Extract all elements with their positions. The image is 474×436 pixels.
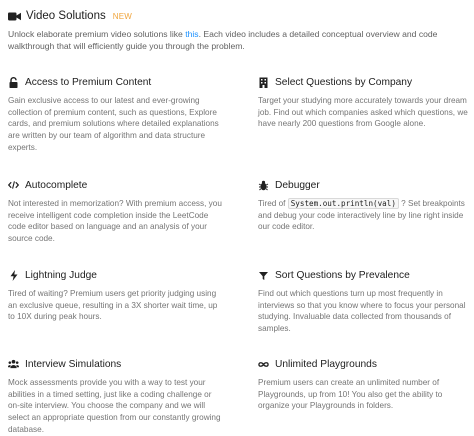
- feature-title: Select Questions by Company: [275, 76, 413, 88]
- feature-debugger: [258, 178, 474, 233]
- feature-description: Target your studying more accurately towards your dream job. Find out which companies asked which questions, we have nearly 200 questions from Google alone.: [258, 96, 468, 129]
- feature-title-row: [258, 178, 474, 192]
- video-camera-icon: [8, 10, 21, 23]
- feature-title-row: [258, 357, 474, 371]
- code-snippet: System.out.println(val): [288, 198, 399, 209]
- feature-title: Interview Simulations: [25, 358, 122, 370]
- desc-text-before: Tired of: [258, 199, 288, 208]
- video-solutions-description: [8, 28, 468, 52]
- feature-premium-content: [8, 75, 224, 154]
- feature-autocomplete: [8, 178, 224, 245]
- video-solutions-section: [8, 8, 468, 52]
- this-link[interactable]: this: [185, 29, 199, 39]
- desc-text-after: ? Set breakpoints and debug your code interactively line by line right inside our code editor.: [258, 199, 465, 232]
- feature-unlimited-playgrounds: [258, 357, 474, 412]
- feature-description: Not interested in memorization? With premium access, you receive intelligent code completion inside the LeetCode code editor based on language and an analysis of your source code.: [8, 199, 222, 244]
- feature-description: Tired of waiting? Premium users get priority judging using an exclusive queue, resulting in a 3X shorter wait time, up to 10X during peak hours.: [8, 289, 218, 322]
- video-solutions-title: Video Solutions: [26, 10, 106, 22]
- feature-title: Access to Premium Content: [25, 76, 152, 88]
- feature-title: Autocomplete: [25, 179, 88, 191]
- feature-title-row: [258, 75, 474, 89]
- feature-title-row: [8, 178, 224, 192]
- feature-title-row: [8, 268, 224, 282]
- lock-icon: [8, 77, 19, 88]
- infinity-icon: [258, 359, 269, 370]
- feature-lightning-judge: [8, 268, 224, 323]
- feature-title: Debugger: [275, 179, 320, 191]
- feature-questions-by-company: [258, 75, 474, 130]
- feature-sort-by-prevalence: [258, 268, 474, 335]
- feature-title: Sort Questions by Prevalence: [275, 269, 410, 281]
- feature-description: Gain exclusive access to our latest and ever-growing collection of premium content, such as questions, Explore cards, and premium solutions where detailed explanations are written by our team of algorithm and data structure experts.: [8, 96, 219, 152]
- new-badge: NEW: [112, 11, 132, 21]
- feature-title-row: [258, 268, 474, 282]
- feature-title: Lightning Judge: [25, 269, 97, 281]
- feature-description: [258, 198, 474, 233]
- feature-interview-simulations: [8, 357, 224, 436]
- feature-title-row: [8, 75, 224, 89]
- desc-text-before: Unlock elaborate premium video solutions like: [8, 29, 186, 39]
- feature-description: Mock assessments provide you with a way to test your abilities in a timed setting, just like a coding challenge or on-site interview. You choose the company and we will select an appropriate question from our constantly growing database.: [8, 378, 221, 434]
- code-icon: [8, 180, 19, 191]
- bolt-icon: [8, 270, 19, 281]
- users-icon: [8, 359, 19, 370]
- desc-text-after: . Each video includes a detailed conceptual overview and code walkthrough that will efficiently guide you through the problem.: [8, 29, 438, 51]
- video-solutions-header: [8, 8, 468, 24]
- feature-description: Find out which questions turn up most frequently in interviews so that you know where to focus your personal studying. Invaluable data collected from thousands of samples.: [258, 289, 466, 334]
- sort-icon: [258, 270, 269, 281]
- bug-icon: [258, 180, 269, 191]
- feature-description: Premium users can create an unlimited number of Playgrounds, up from 10! You also get the ability to organize your Playgrounds in folders.: [258, 378, 443, 411]
- building-icon: [258, 77, 269, 88]
- feature-title: Unlimited Playgrounds: [275, 358, 377, 370]
- feature-title-row: [8, 357, 224, 371]
